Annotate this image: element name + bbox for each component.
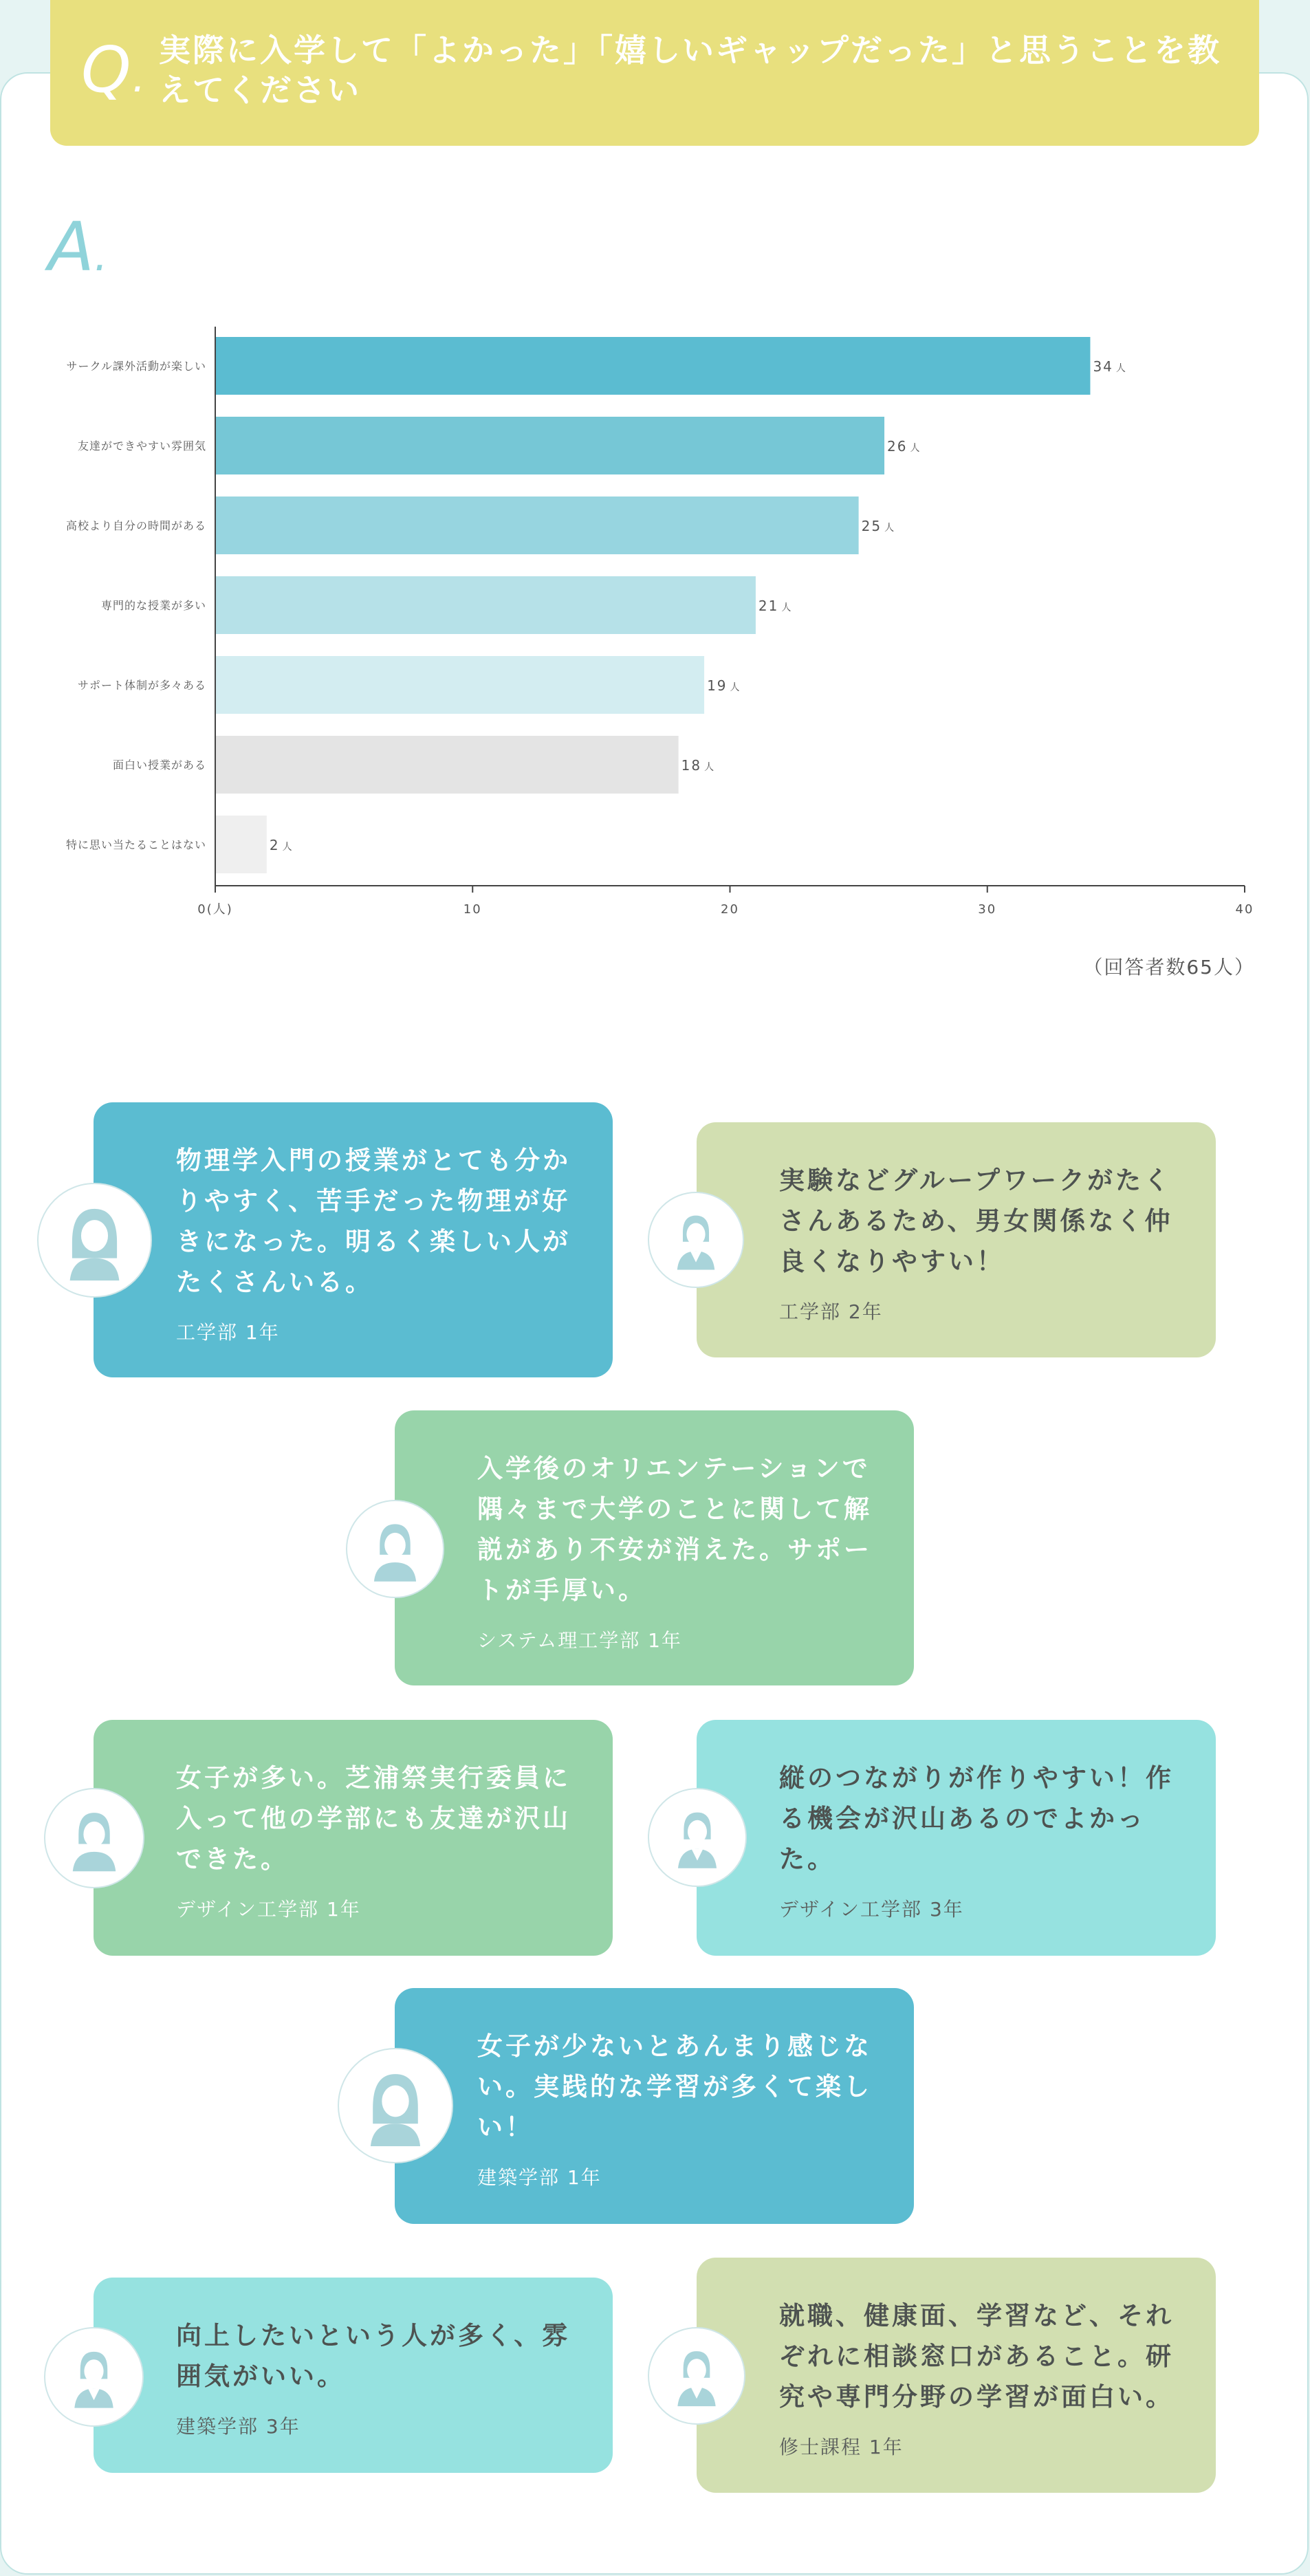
female-suit-icon <box>648 2327 745 2425</box>
chart-data-label: 34 人 <box>1093 358 1127 375</box>
testimonial-comment: 女子が少ないとあんまり感じない。実践的な学習が多くて楽しい！ <box>477 2031 872 2142</box>
testimonial-meta: 建築学部 3年 <box>176 2415 301 2438</box>
female-long-hair-icon <box>37 1183 152 1298</box>
chart-category-label: 高校より自分の時間がある <box>65 519 206 532</box>
female-suit-icon <box>45 2328 142 2425</box>
chart-x-tick-label: 30 <box>978 902 997 917</box>
testimonial-card <box>697 1720 1216 1956</box>
testimonial-card <box>395 1988 914 2224</box>
female-long-hair-icon <box>39 1184 151 1296</box>
chart-bar <box>215 576 756 634</box>
female-short-hair-icon <box>347 1501 443 1597</box>
testimonial-meta: デザイン工学部 3年 <box>779 1898 964 1921</box>
female-suit-icon <box>649 1789 745 1886</box>
testimonial-meta: 工学部 1年 <box>176 1321 280 1344</box>
testimonial-card <box>94 1102 613 1377</box>
question-mark-label: Q. <box>81 33 147 107</box>
chart-data-label: 2 人 <box>269 837 294 853</box>
testimonial-meta: 建築学部 1年 <box>477 2166 602 2189</box>
testimonial-card <box>94 2278 613 2473</box>
testimonial-comment: 向上したいという人が多く、雰囲気がいい。 <box>176 2321 571 2391</box>
chart-bar <box>215 417 884 474</box>
chart-bar <box>215 816 267 873</box>
answer-mark-label: A. <box>48 208 108 287</box>
testimonial-card <box>94 1720 613 1956</box>
chart-x-tick-label: 40 <box>1235 902 1254 917</box>
chart-data-label: 18 人 <box>681 757 716 774</box>
testimonial-card <box>395 1410 914 1685</box>
chart-category-label: サークル課外活動が楽しい <box>66 360 206 373</box>
testimonial-comment: 物理学入門の授業がとても分かりやすく、苦手だった物理が好きになった。明るく楽しい人がたくさんいる。 <box>176 1146 571 1297</box>
chart-bar <box>215 496 859 554</box>
testimonial-comment: 縦のつながりが作りやすい！作る機会が沢山あるのでよかった。 <box>779 1763 1174 1874</box>
testimonial-card <box>697 2258 1216 2493</box>
testimonial-meta: 修士課程 1年 <box>779 2436 904 2458</box>
chart-bar <box>215 656 704 714</box>
female-suit-icon <box>648 1788 747 1887</box>
chart-bar <box>215 736 679 794</box>
testimonial-meta: デザイン工学部 1年 <box>176 1898 361 1921</box>
female-suit-icon <box>649 1193 743 1287</box>
chart-category-label: 特に思い当たることはない <box>65 838 206 851</box>
chart-x-tick-label: 20 <box>721 902 739 917</box>
testimonial-comment: 実験などグループワークがたくさんあるため、男女関係なく仲良くなりやすい！ <box>779 1166 1173 1276</box>
chart-data-label: 21 人 <box>758 598 793 614</box>
chart-x-tick-label: 0(人) <box>197 902 233 917</box>
testimonial-meta: 工学部 2年 <box>779 1300 883 1323</box>
female-suit-icon <box>44 2327 144 2427</box>
testimonial-comment: 就職、健康面、学習など、それぞれに相談窓口があること。研究や専門分野の学習が面白い。 <box>779 2301 1174 2412</box>
chart-bar <box>215 337 1090 395</box>
chart-category-label: サポート体制が多々ある <box>77 679 206 692</box>
testimonial-comment: 入学後のオリエンテーションで隅々まで大学のことに関して解説があり不安が消えた。サポートが手厚い。 <box>477 1454 872 1605</box>
bar-chart-svg <box>0 303 1310 935</box>
female-short-hair-icon <box>45 1789 143 1887</box>
question-banner <box>50 0 1259 146</box>
chart-category-label: 友達ができやすい雰囲気 <box>77 439 206 452</box>
bar-chart <box>0 303 1310 938</box>
female-long-hair-icon <box>339 2049 452 2162</box>
testimonial-comment: 女子が多い。芝浦祭実行委員に入って他の学部にも友達が沢山できた。 <box>176 1763 571 1874</box>
female-short-hair-icon <box>346 1500 444 1598</box>
chart-data-label: 26 人 <box>887 438 921 455</box>
respondents-note: （回答者数65人） <box>1083 956 1255 979</box>
chart-category-label: 専門的な授業が多い <box>100 599 206 612</box>
chart-category-label: 面白い授業がある <box>112 758 206 772</box>
female-short-hair-icon <box>44 1788 144 1888</box>
chart-data-label: 19 人 <box>707 677 741 694</box>
question-text: 実際に入学して「よかった」「嬉しいギャップだった」と思うことを教えてください <box>159 32 1221 109</box>
female-suit-icon <box>649 2328 744 2423</box>
chart-x-tick-label: 10 <box>463 902 482 917</box>
testimonial-card <box>697 1122 1216 1357</box>
testimonial-meta: システム理工学部 1年 <box>477 1629 682 1652</box>
chart-data-label: 25 人 <box>861 518 896 534</box>
female-suit-icon <box>648 1192 744 1288</box>
female-long-hair-icon <box>338 2048 453 2163</box>
